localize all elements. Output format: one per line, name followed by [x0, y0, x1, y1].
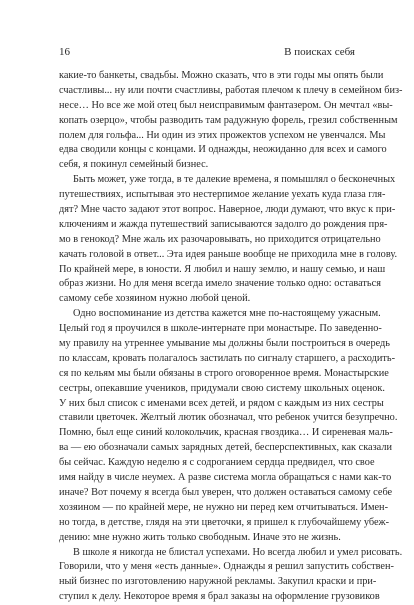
text-line: качать головой в ответ... Эта идея раньше вообще не приходила мне в голову. — [59, 248, 355, 263]
text-line: хозяином — по крайней мере, не нужно ни перед кем отчитываться. Имен- — [59, 501, 355, 516]
text-line: самому себе хозяином нужно любой ценой. — [59, 292, 355, 307]
text-line: имя найду в числе неумех. А разве система могла обращаться с нами как-то — [59, 471, 355, 486]
text-line: едва сводили концы с концами. И однажды, неожиданно для всех и самого — [59, 143, 355, 158]
text-line: Целый год я проучился в школе-интернате при монастыре. По заведенно- — [59, 322, 355, 337]
text-line: Говорили, что у меня «есть данные». Однажды я решил запустить собствен- — [59, 560, 355, 575]
text-line: Одно воспоминание из детства кажется мне по-настоящему ужасным. — [59, 307, 355, 322]
paragraph — [59, 69, 355, 173]
text-line: образ жизни. Но для меня всегда имело значение только одно: оставаться — [59, 277, 355, 292]
paragraph — [59, 173, 355, 307]
text-line: В школе я никогда не блистал успехами. Но всегда любил и умел рисовать. — [59, 546, 355, 561]
text-line: му правилу на утреннее умывание мы должны были построиться в очередь — [59, 337, 355, 352]
text-line: дят? Мне часто задают этот вопрос. Наверное, люди думают, что вкус к при- — [59, 203, 355, 218]
text-line: иначе? Вот почему я всегда был уверен, что должен оставаться самому себе — [59, 486, 355, 501]
text-line: себя, я покинул семейный бизнес. — [59, 158, 355, 173]
text-line: По крайней мере, в юности. Я любил и нашу землю, и нашу семью, и наш — [59, 263, 355, 278]
paragraph — [59, 546, 355, 605]
body-text — [59, 69, 355, 605]
text-line: копать озерцо», чтобы разводить там радужную форель, грезил собственным — [59, 114, 355, 129]
text-line: ставили цветочек. Желтый лютик обозначал, что ребенок учится безупречно. — [59, 411, 355, 426]
text-line: сестры, опекавшие учеников, придумали свою систему школьных оценок. — [59, 382, 355, 397]
text-line: путешествиях, испытывая это нестерпимое желание уехать куда глаза гля- — [59, 188, 355, 203]
text-line: какие-то банкеты, свадьбы. Можно сказать, что в эти годы мы опять были — [59, 69, 355, 84]
text-line: но тогда, в детстве, глядя на эти цветочки, я пришел к глубочайшему убеж- — [59, 516, 355, 531]
text-line: дению: мне нужно жить только свободным. Иначе это не жизнь. — [59, 531, 355, 546]
text-line: ся по кельям мы были обязаны в строго оговоренное время. Монастырские — [59, 367, 355, 382]
text-line: полем для гольфа... Ни один из этих прожектов успехом не увенчался. Мы — [59, 129, 355, 144]
text-line: несе… Но все же мой отец был неисправимым фантазером. Он мечтал «вы- — [59, 99, 355, 114]
text-line: ключениям и жажда путешествий записываются задолго до рождения пря- — [59, 218, 355, 233]
page-header — [59, 44, 355, 60]
text-line: счастливы... ну или почти счастливы, работая плечом к плечу в семейном биз- — [59, 84, 355, 99]
text-line: мо в генокод? Мне жаль их разочаровывать, но приходится отрицательно — [59, 233, 355, 248]
text-line: по классам, кровать полагалось застилать по сигналу старшего, а расходить- — [59, 352, 355, 367]
text-line: бы сейчас. Каждую неделю я с содроганием сердца предвидел, что свое — [59, 456, 355, 471]
text-line: ный бизнес по изготовлению наружной рекламы. Закупил краски и при- — [59, 575, 355, 590]
text-line: ва — ею обозначали самых зарядных детей, бесперспективных, как сказали — [59, 441, 355, 456]
text-line: У них был список с именами всех детей, и рядом с каждым из них сестры — [59, 397, 355, 412]
text-line: ступил к делу. Некоторое время я брал заказы на оформление грузовиков — [59, 590, 355, 605]
text-line: Быть может, уже тогда, в те далекие времена, я помышлял о бесконечных — [59, 173, 355, 188]
page-number: 16 — [59, 44, 70, 60]
running-title: В поисках себя — [284, 44, 355, 60]
text-line: Помню, был еще синий колокольчик, красная гвоздика… И сиреневая маль- — [59, 426, 355, 441]
paragraph — [59, 307, 355, 545]
